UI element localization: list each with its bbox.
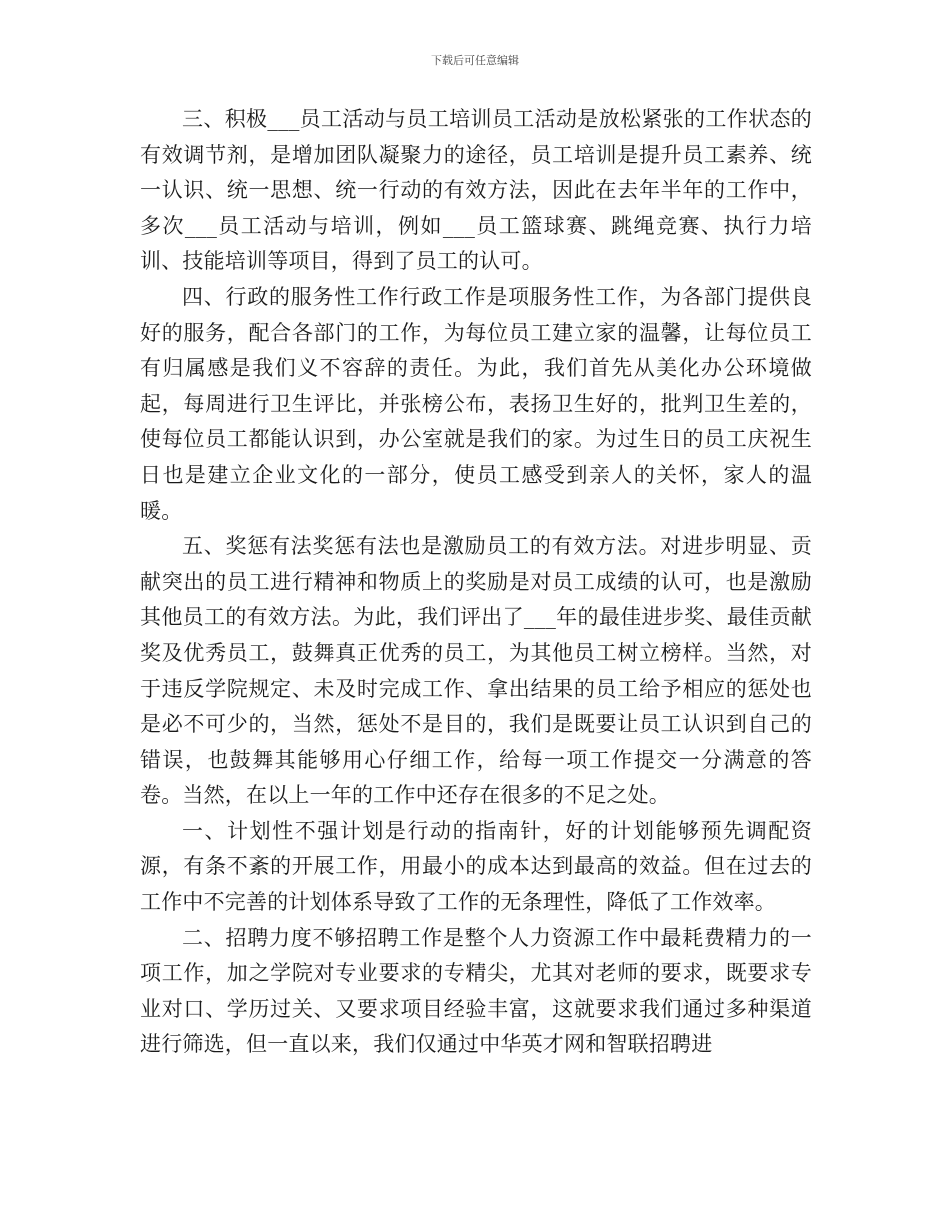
paragraph-activities-training: 三、积极___员工活动与员工培训员工活动是放松紧张的工作状态的有效调节剂，是增加团队凝聚力的途径，员工培训是提升员工素养、统一认识、统一思想、统一行动的有效方法，因此在去年半年的工作中，多次___员工活动与培训，例如___员工篮球赛、跳绳竞赛、执行力培训、技能培训等项目，得到了员工的认可。 (140, 107, 812, 274)
document-body (140, 102, 812, 1063)
paragraph-admin-service: 四、行政的服务性工作行政工作是项服务性工作，为各部门提供良好的服务，配合各部门的工作，为每位员工建立家的温馨，让每位员工有归属感是我们义不容辞的责任。为此，我们首先从美化办公环境做起，每周进行卫生评比，并张榜公布，表扬卫生好的，批判卫生差的，使每位员工都能认识到，办公室就是我们的家。为过生日的员工庆祝生日也是建立企业文化的一部分，使员工感受到亲人的关怀，家人的温暖。 (140, 284, 812, 523)
page-header: 下载后可任意编辑 (431, 54, 519, 67)
paragraph-rewards-penalties: 五、奖惩有法奖惩有法也是激励员工的有效方法。对进步明显、贡献突出的员工进行精神和物质上的奖励是对员工成绩的认可，也是激励其他员工的有效方法。为此，我们评出了___年的最佳进步奖、最佳贡献奖及优秀员工，鼓舞真正优秀的员工，为其他员工树立榜样。当然，对于违反学院规定、未及时完成工作、拿出结果的员工给予相应的惩处也是必不可少的，当然，惩处不是目的，我们是既要让员工认识到自己的错误，也鼓舞其能够用心仔细工作，给每一项工作提交一分满意的答卷。当然，在以上一年的工作中还存在很多的不足之处。 (140, 534, 812, 808)
paragraph-planning-weakness: 一、计划性不强计划是行动的指南针，好的计划能够预先调配资源，有条不紊的开展工作，用最小的成本达到最高的效益。但在过去的工作中不完善的计划体系导致了工作的无条理性，降低了工作效率。 (140, 818, 812, 915)
paragraph-recruitment-weakness: 二、招聘力度不够招聘工作是整个人力资源工作中最耗费精力的一项工作，加之学院对专业要求的专精尖，尤其对老师的要求，既要求专业对口、学历过关、又要求项目经验丰富，这就要求我们通过多种渠道进行筛选，但一直以来，我们仅通过中华英才网和智联招聘进 (140, 925, 812, 1057)
